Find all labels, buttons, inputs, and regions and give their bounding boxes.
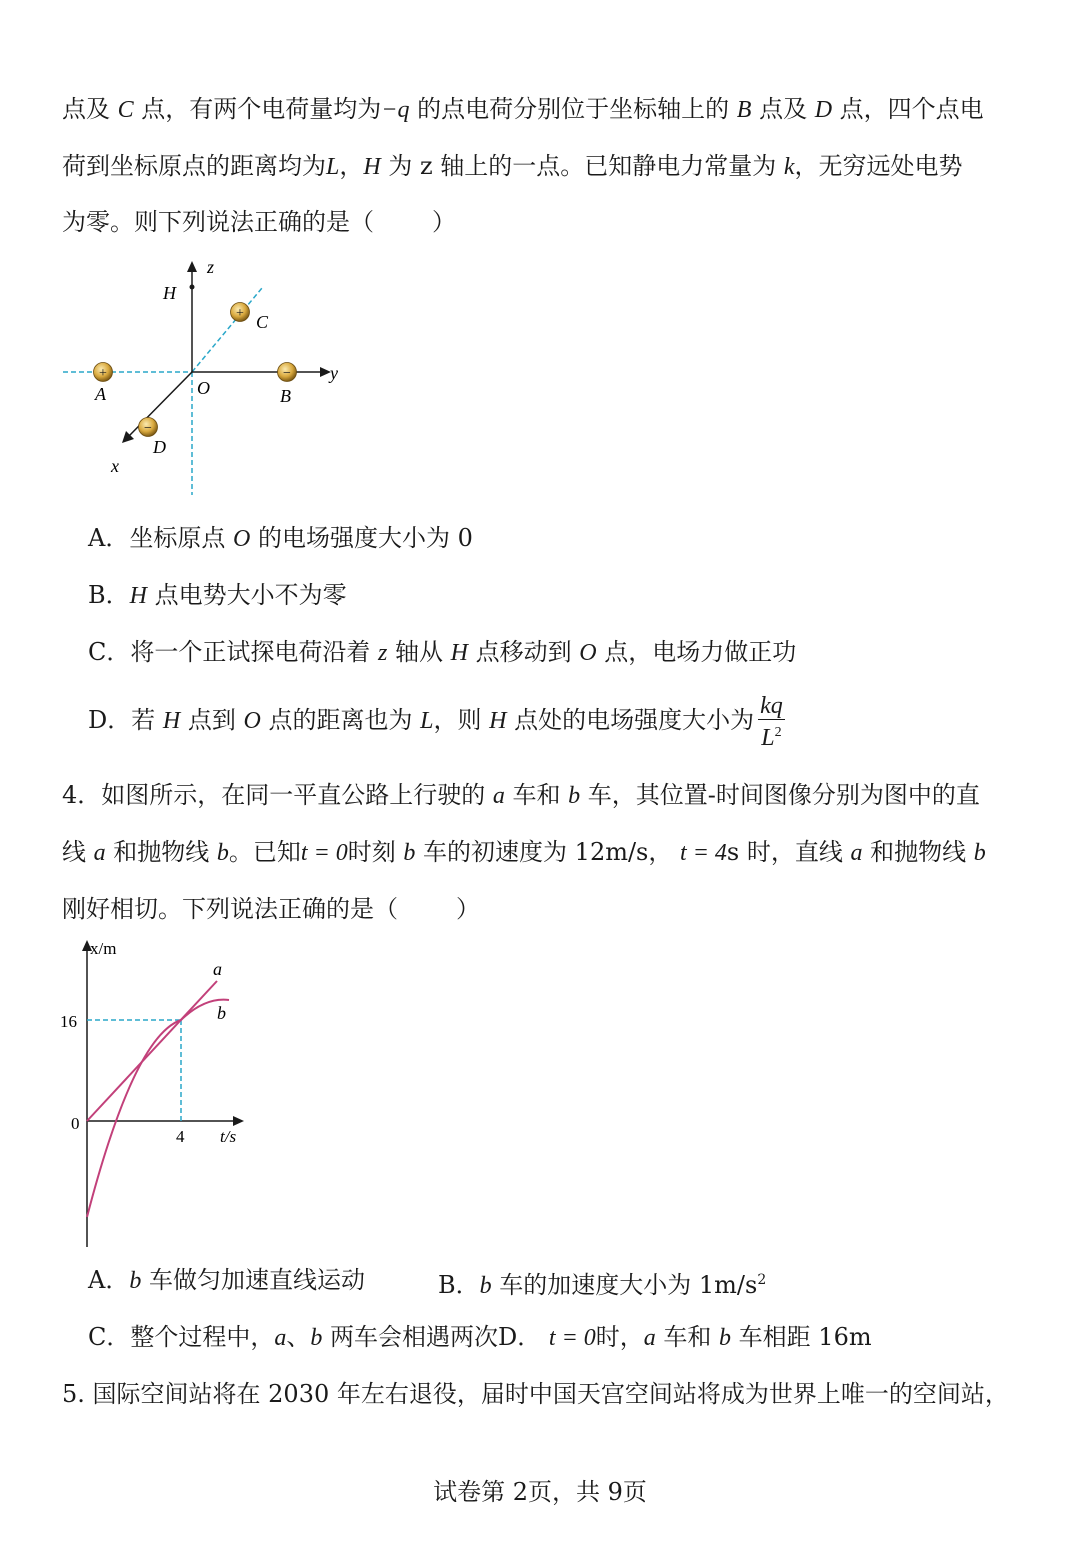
svg-text:z: z <box>207 257 215 277</box>
q4-line-3: 刚好相切。下列说法正确的是（ ） <box>62 895 480 923</box>
q4-option-b: B．b 车的加速度大小为 $1m/s^2$ <box>438 1271 767 1299</box>
svg-text:a: a <box>213 959 222 979</box>
charge-diagram <box>55 255 355 500</box>
q3-option-b: B．H 点电势大小不为零 <box>88 581 347 609</box>
svg-text:−: − <box>283 366 291 381</box>
q3-line-2: 荷到坐标原点的距离均为L，H 为 z 轴上的一点。已知静电力常量为 k，无穷远处电势 <box>62 152 963 180</box>
q4-option-a: A．b 车做匀加速直线运动 <box>88 1266 365 1294</box>
q3-option-c: C．将一个正试探电荷沿着 z 轴从 H 点移动到 O 点，电场力做正功 <box>88 638 797 666</box>
parabola-b <box>87 1000 229 1217</box>
q3-option-d: D．若 H 点到 O 点的距离也为 L，则 H 点处的电场强度大小为 $\frac{kq}{L^2}$ <box>88 692 783 751</box>
svg-text:−: − <box>144 421 152 436</box>
svg-text:x: x <box>111 456 119 476</box>
line-a <box>87 981 217 1121</box>
svg-text:+: + <box>236 306 244 321</box>
svg-text:4: 4 <box>176 1127 185 1146</box>
q4-line-1: 4．如图所示，在同一平直公路上行驶的 a 车和 b 车，其位置-时间图像分别为图中的直 <box>62 781 980 809</box>
svg-text:H: H <box>163 283 176 303</box>
svg-text:A: A <box>95 384 106 404</box>
page-footer: 试卷第 2页，共 9页 <box>433 1478 647 1506</box>
q5-line-1: 5. 国际空间站将在 2030 年左右退役，届时中国天宫空间站将成为世界上唯一的空间站， <box>62 1380 1009 1408</box>
charge-D <box>139 418 158 437</box>
svg-text:+: + <box>99 366 107 381</box>
svg-text:B: B <box>280 386 291 406</box>
svg-text:y: y <box>330 363 338 383</box>
charge-C <box>231 303 250 322</box>
svg-text:b: b <box>217 1003 226 1023</box>
q4-option-c: C．整个过程中，a、b 两车会相遇两次D． t = 0时，a 车和 b 车相距 16m <box>88 1323 872 1351</box>
q3-line-3: 为零。则下列说法正确的是（ ） <box>62 208 456 236</box>
svg-text:x/m: x/m <box>90 939 117 958</box>
svg-text:O: O <box>197 378 210 398</box>
charge-A <box>94 363 113 382</box>
svg-text:t/s: t/s <box>220 1127 237 1146</box>
field-strength-fraction: $\frac{kq}{L^2}$ <box>760 692 783 751</box>
q4-line-2: 线 a 和抛物线 b。已知t = 0时刻 b 车的初速度为 12m/s， t = 4s 时，直线 a 和抛物线 b <box>62 838 986 866</box>
svg-text:0: 0 <box>71 1114 80 1133</box>
charge-B <box>278 363 297 382</box>
q3-option-a: A．坐标原点 O 的电场强度大小为 0 <box>88 524 473 552</box>
q3-line-1: 点及 C 点，有两个电荷量均为−q 的点电荷分别位于坐标轴上的 B 点及 D 点，四个点电 <box>62 95 984 123</box>
svg-text:D: D <box>153 437 166 457</box>
svg-text:C: C <box>256 312 269 332</box>
svg-text:16: 16 <box>60 1012 77 1031</box>
position-time-graph <box>55 935 255 1250</box>
